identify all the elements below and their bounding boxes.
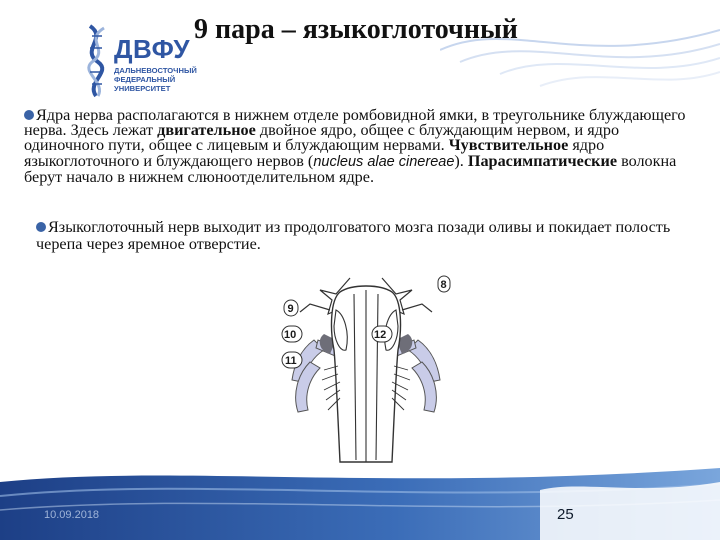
logo-name: ДВФУ xyxy=(114,34,191,64)
p1-italic-latin: nucleus alae cinereae xyxy=(313,153,455,170)
figure-label-9: 9 xyxy=(287,303,294,315)
paragraph-nuclei xyxy=(24,108,692,185)
figure-label-12: 12 xyxy=(374,329,387,341)
page-number: 25 xyxy=(557,506,574,523)
paragraph-exit xyxy=(36,219,686,253)
dna-helix-icon xyxy=(78,22,114,100)
brainstem-figure xyxy=(280,270,452,466)
figure-label-8: 8 xyxy=(440,279,447,291)
figure-label-11: 11 xyxy=(285,355,297,367)
bullet-icon xyxy=(36,222,46,232)
p1-bold-sensory: Чувствительное xyxy=(448,136,569,155)
p1-text-3: ядро языкоглоточного и блуждающего нервов ( xyxy=(24,136,605,170)
p1-bold-parasympathetic: Парасимпатические xyxy=(467,151,618,170)
p1-text-2: двойное ядро, общее с блуждающим нервом, и ядро одиночного пути, общее с лицевым и блуждающим нервами. xyxy=(24,121,620,155)
bullet-icon xyxy=(24,110,34,120)
p1-bold-motor: двигательное xyxy=(157,121,256,140)
footer-band xyxy=(0,462,720,540)
p2-text: Языкоглоточный нерв выходит из продолговатого мозга позади оливы и покидает полость черепа через яремное отверстие. xyxy=(36,218,671,253)
p1-text-1: Ядра нерва располагаются в нижнем отделе ромбовидной ямки, в треугольнике блуждающего нерва. Здесь лежат xyxy=(24,106,686,140)
slide-date: 10.09.2018 xyxy=(44,509,100,521)
slide-title: 9 пара – языкоглоточный xyxy=(194,14,518,45)
p1-text-4: ). xyxy=(454,151,468,170)
p1-text-5: волокна берут начало в нижнем слюноотделительном ядре. xyxy=(24,151,677,186)
logo-subtitle: ДАЛЬНЕВОСТОЧНЫЙ ФЕДЕРАЛЬНЫЙ УНИВЕРСИТЕТ xyxy=(114,66,197,93)
dvfu-logo xyxy=(78,22,197,100)
figure-label-10: 10 xyxy=(284,329,297,341)
